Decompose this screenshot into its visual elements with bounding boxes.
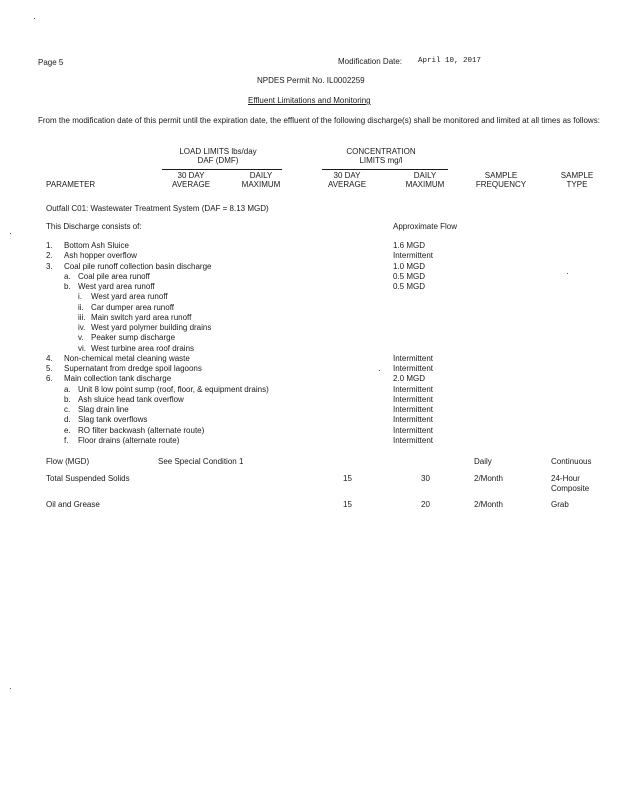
list-item-label: RO filter backwash (alternate route) [78, 425, 205, 435]
list-item-label: Non-chemical metal cleaning waste [64, 353, 190, 363]
load-limits-line-2: DAF (DMF) [197, 156, 239, 166]
list-item-number: f. [64, 435, 69, 445]
list-item-flow: Intermittent [393, 353, 434, 363]
conc-max-line-1: DAILY [413, 171, 437, 180]
list-item-label: Slag drain line [78, 405, 129, 414]
list-item-label: West yard polymer building drains [91, 323, 212, 332]
scan-speck [10, 233, 11, 234]
list-item-flow: Intermittent [393, 425, 434, 435]
list-item-flow: 2.0 MGD [393, 374, 426, 384]
sample-type-heading [552, 171, 602, 189]
list-item-number: 1. [46, 241, 53, 250]
param-30day-average: 15 [343, 474, 352, 483]
list-item-number: 6. [46, 374, 53, 384]
param-sample-frequency: 2/Month [474, 500, 503, 509]
list-item-number: c. [64, 405, 71, 414]
list-item-label: Ash hopper overflow [64, 251, 137, 261]
list-item-number: a. [64, 384, 71, 394]
list-item-label: Peaker sump discharge [91, 333, 176, 343]
conc-30day-average-heading [320, 171, 374, 189]
param-note: See Special Condition 1 [158, 457, 244, 466]
list-item-flow: 1.6 MGD [393, 241, 426, 250]
load-limits-heading [168, 147, 268, 165]
conc-daily-maximum-heading [398, 171, 452, 189]
list-item-label: Floor drains (alternate route) [78, 435, 180, 445]
type-line-1: SAMPLE [560, 171, 594, 180]
list-item-flow: 0.5 MGD [393, 282, 426, 291]
list-item-number: 5. [46, 364, 53, 373]
load-30day-average-heading [164, 171, 218, 189]
list-item-label: Car dumper area runoff [91, 302, 175, 312]
list-item-flow: Intermittent [393, 405, 434, 414]
list-item-flow: Intermittent [393, 364, 434, 373]
load-max-line-1: DAILY [249, 171, 273, 180]
param-sample-frequency: 2/Month [474, 474, 503, 483]
param-30day-average: 15 [343, 500, 352, 509]
load-limits-rule [162, 169, 282, 170]
list-item-label: Unit 8 low point sump (roof, floor, & equipment drains) [78, 384, 269, 394]
list-item-label: Slag tank overflows [78, 415, 148, 425]
permit-number: NPDES Permit No. IL0002259 [257, 76, 365, 85]
list-item-flow: 0.5 MGD [393, 271, 426, 281]
scan-speck [379, 370, 380, 371]
list-item-label: Main switch yard area runoff [91, 312, 192, 322]
list-item-label: Main collection tank discharge [64, 374, 172, 384]
param-name: Oil and Grease [46, 500, 100, 509]
load-avg-line-1: 30 DAY [177, 171, 205, 180]
freq-line-1: SAMPLE [484, 171, 518, 180]
load-avg-line-2: AVERAGE [171, 180, 211, 190]
list-item-label: Supernatant from dredge spoil lagoons [64, 364, 202, 373]
list-item-flow: Intermittent [393, 394, 434, 404]
load-max-line-2: MAXIMUM [241, 180, 281, 190]
list-item-number: iii. [78, 312, 86, 322]
param-sample-type: Continuous [551, 457, 592, 466]
sample-frequency-heading [470, 171, 532, 189]
list-item-number: b. [64, 282, 71, 291]
conc-limits-line-1: CONCENTRATION [346, 147, 416, 156]
type-line-2: TYPE [566, 180, 588, 190]
list-item-number: i. [78, 292, 82, 302]
modification-date-value: April 10, 2017 [418, 57, 482, 65]
param-daily-maximum: 20 [421, 500, 430, 509]
load-limits-line-1: LOAD LIMITS lbs/day [179, 147, 257, 156]
approximate-flow-label: Approximate Flow [393, 222, 458, 231]
param-sample-type-line-2: Composite [551, 484, 590, 493]
list-item-number: e. [64, 425, 71, 435]
list-item-label: West yard area runoff [91, 292, 168, 302]
list-item-flow: 1.0 MGD [393, 261, 426, 271]
list-item-label: Ash sluice head tank overflow [78, 394, 184, 404]
list-item-number: iv. [78, 323, 86, 332]
intro-paragraph: From the modification date of this permit until the expiration date, the effluent of the following discharge(s) shall be monitored and limited at all times as follows: [38, 116, 600, 125]
list-item-label: West yard area runoff [78, 282, 155, 291]
param-daily-maximum: 30 [421, 474, 430, 483]
param-name: Total Suspended Solids [46, 474, 130, 483]
list-item-number: ii. [78, 302, 84, 312]
list-item-number: 3. [46, 261, 53, 271]
conc-limits-line-2: LIMITS mg/l [359, 156, 403, 166]
modification-date-label: Modification Date: [338, 57, 403, 66]
list-item-flow: Intermittent [393, 435, 434, 445]
list-item-number: 4. [46, 353, 53, 363]
conc-max-line-2: MAXIMUM [405, 180, 445, 190]
concentration-limits-heading [336, 147, 426, 165]
list-item-flow: Intermittent [393, 415, 434, 425]
section-title: Effluent Limitations and Monitoring [248, 96, 371, 105]
freq-line-2: FREQUENCY [475, 180, 527, 190]
param-sample-frequency: Daily [474, 457, 492, 466]
param-sample-type: 24-Hour [551, 474, 580, 483]
list-item-label: West turbine area roof drains [91, 343, 195, 353]
param-sample-type: Grab [551, 500, 569, 509]
list-item-flow: Intermittent [393, 251, 434, 261]
param-name: Flow (MGD) [46, 457, 90, 466]
conc-avg-line-1: 30 DAY [333, 171, 361, 180]
list-item-number: vi. [78, 343, 86, 353]
list-item-label: Bottom Ash Sluice [64, 241, 129, 250]
list-item-number: b. [64, 394, 71, 404]
outfall-heading: Outfall C01: Wastewater Treatment System (DAF = 8.13 MGD) [46, 204, 269, 213]
list-item-label: Coal pile runoff collection basin discharge [64, 261, 212, 271]
scan-speck [567, 273, 568, 274]
concentration-limits-rule [322, 169, 448, 170]
discharge-consists-label: This Discharge consists of: [46, 222, 142, 231]
page-number: Page 5 [38, 58, 64, 67]
list-item-number: 2. [46, 251, 53, 261]
scan-speck [10, 688, 11, 689]
list-item-number: d. [64, 415, 71, 425]
parameter-heading: PARAMETER [46, 180, 96, 189]
load-daily-maximum-heading [234, 171, 288, 189]
list-item-number: v. [78, 333, 84, 343]
conc-avg-line-2: AVERAGE [327, 180, 367, 190]
scan-speck [34, 18, 35, 19]
list-item-flow: Intermittent [393, 384, 434, 394]
list-item-number: a. [64, 271, 71, 281]
list-item-label: Coal pile area runoff [78, 271, 150, 281]
